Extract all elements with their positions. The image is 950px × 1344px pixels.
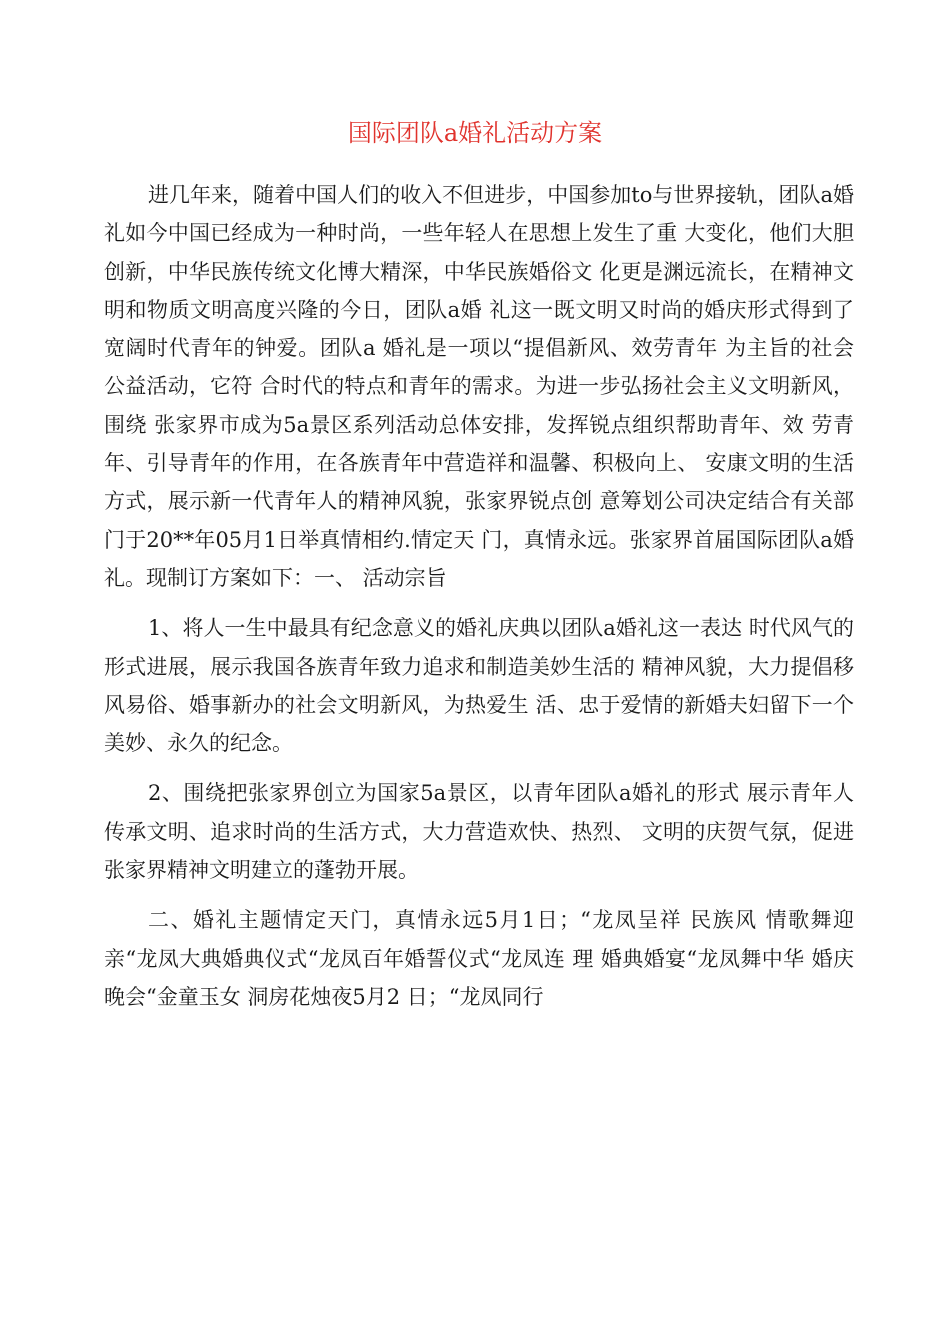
paragraph-purpose-1: 1、将人一生中最具有纪念意义的婚礼庆典以团队a婚礼这一表达 时代风气的形式进展，展示我国各族青年致力追求和制造美妙生活的 精神风貌，大力提倡移风易俗、婚事新办的社会文明新风，为热爱生 活、忠于爱情的新婚夫妇留下一个美妙、永久的纪念。 bbox=[104, 616, 854, 756]
document-body bbox=[104, 176, 854, 1016]
document-title: 国际团队a婚礼活动方案 bbox=[347, 119, 603, 147]
paragraph-purpose-2: 2、围绕把张家界创立为国家5a景区，以青年团队a婚礼的形式 展示青年人传承文明、追求时尚的生活方式，大力营造欢快、热烈、 文明的庆贺气氛，促进张家界精神文明建立的蓬勃开展。 bbox=[104, 781, 854, 883]
paragraph-intro: 进几年来，随着中国人们的收入不但进步，中国参加to与世界接轨，团队a婚礼如今中国已经成为一种时尚，一些年轻人在思想上发生了重 大变化，他们大胆创新，中华民族传统文化博大精深，中华民族婚俗文 化更是渊远流长，在精神文明和物质文明高度兴隆的今日，团队a婚 礼这一既文明又时尚的婚庆形式得到了宽阔时代青年的钟爱。团队a 婚礼是一项以“提倡新风、效劳青年 为主旨的社会公益活动，它符 合时代的特点和青年的需求。为进一步弘扬社会主义文明新风，围绕 张家界市成为5a景区系列活动总体安排，发挥锐点组织帮助青年、效 劳青年、引导青年的作用，在各族青年中营造祥和温馨、积极向上、 安康文明的生活方式，展示新一代青年人的精神风貌，张家界锐点创 意筹划公司决定结合有关部门于20**年05月1日举真情相约.情定天 门，真情永远。张家界首届国际团队a婚礼。现制订方案如下：一、 活动宗旨 bbox=[104, 183, 854, 590]
paragraph-theme: 二、婚礼主题情定天门，真情永远5月1日；“龙凤呈祥 民族风 情歌舞迎亲“龙凤大典婚典仪式“龙凤百年婚誓仪式“龙凤连 理 婚典婚宴“龙凤舞中华 婚庆晚会“金童玉女 洞房花烛夜5月2 日；“龙凤同行 bbox=[104, 908, 854, 1009]
